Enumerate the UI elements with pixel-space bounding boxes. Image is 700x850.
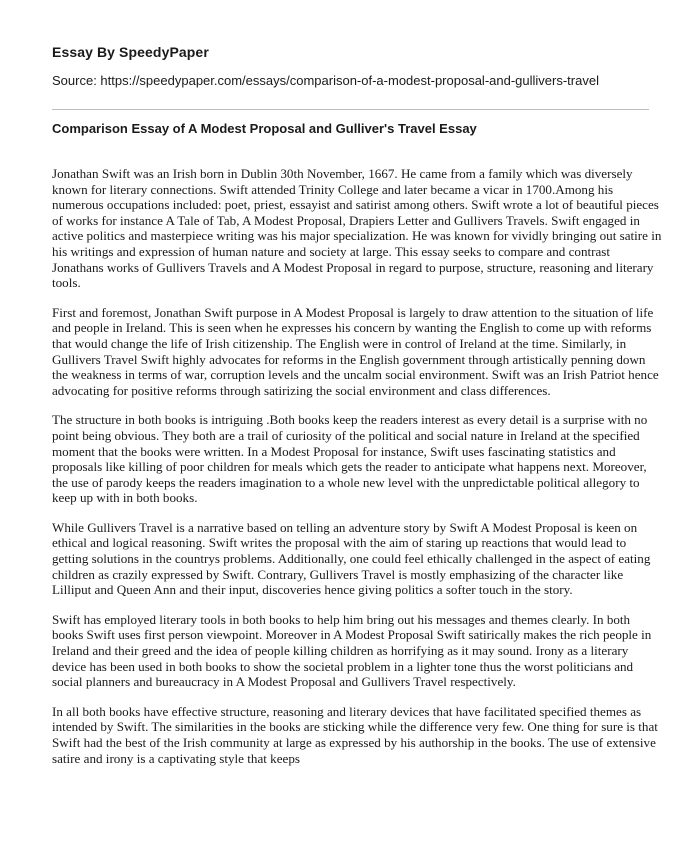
essay-body — [52, 166, 662, 780]
paragraph-1: Jonathan Swift was an Irish born in Dublin 30th November, 1667. He came from a family which was diversely known for literary connections. Swift attended Trinity College and later became a vicar in 1700.Among his numerous occupations included: poet, priest, essayist and satirist among others. Swift wrote a lot of beautiful pieces of works for instance A Tale of Tab, A Modest Proposal, Drapiers Letter and Gullivers Travels. Swift engaged in active politics and masterpiece writing was his major specialization. He was known for vividly bringing out satire in his writings and expression of human nature and society at large. This essay seeks to compare and contrast Jonathans works of Gullivers Travels and A Modest Proposal in regard to purpose, structure, reasoning and literary tools. — [52, 166, 662, 291]
paragraph-4: While Gullivers Travel is a narrative based on telling an adventure story by Swift A Modest Proposal is keen on ethical and logical reasoning. Swift writes the proposal with the aim of staring up reactions that would lead to getting solutions in the countrys problems. Additionally, one could feel ethically challenged in the aspect of eating children as crazily expressed by Swift. Contrary, Gullivers Travel is mostly emphasizing of the character like Lilliput and Queen Ann and their input, discoveries hence giving politics a softer touch in the story. — [52, 519, 651, 598]
essay-title: Comparison Essay of A Modest Proposal and Gulliver's Travel Essay — [52, 121, 477, 136]
paragraph-2: First and foremost, Jonathan Swift purpose in A Modest Proposal is largely to draw attention to the situation of life and people in Ireland. This is seen when he expresses his concern by wanting the English to come up with reforms that would change the life of Irish citizenship. The English were in control of Ireland at the time. Similarly, in Gullivers Travel Swift highly advocates for reforms in the English government through artistically penning down the weakness in terms of war, corruption levels and the uncalm social environment. Swift was an Irish Patriot hence advocating for positive reforms through satirizing the social environment and class differences. — [52, 304, 659, 398]
header-divider — [52, 109, 649, 110]
paragraph-5: Swift has employed literary tools in both books to help him bring out his messages and themes clearly. In both books Swift uses first person viewpoint. Moreover in A Modest Proposal Swift satirically makes the rich people in Ireland and their greed and the idea of people killing children as horrifying as it may sound. Irony as a literary device has been used in both books to show the societal problem in a lighter tone thus the worst politicians and social planners and bureaucracy in A Modest Proposal and Gullivers Travel respectively. — [52, 611, 652, 690]
source-line: Source: https://speedypaper.com/essays/comparison-of-a-modest-proposal-and-gullivers-travel — [52, 73, 599, 88]
paragraph-3: The structure in both books is intriguing .Both books keep the readers interest as every detail is a surprise with no point being obvious. They both are a trail of curiosity of the political and social nature in Ireland at the specified moment that the books were written. In a Modest Proposal for instance, Swift uses fascinating statistics and proposals like killing of poor children for meals which gets the reader to anticipate what happens next. Moreover, the use of parody keeps the readers imagination to a whole new level with the unpredictable political allegory to keep up with in both books. — [52, 412, 648, 506]
brand-heading: Essay By SpeedyPaper — [52, 44, 209, 60]
paragraph-6: In all both books have effective structure, reasoning and literary devices that have facilitated specified themes as intended by Swift. The similarities in the books are sticking while the difference very few. One thing for sure is that Swift had the best of the Irish community at large as expressed by his authorship in the books. The use of extensive satire and irony is a captivating style that keeps — [52, 703, 658, 766]
